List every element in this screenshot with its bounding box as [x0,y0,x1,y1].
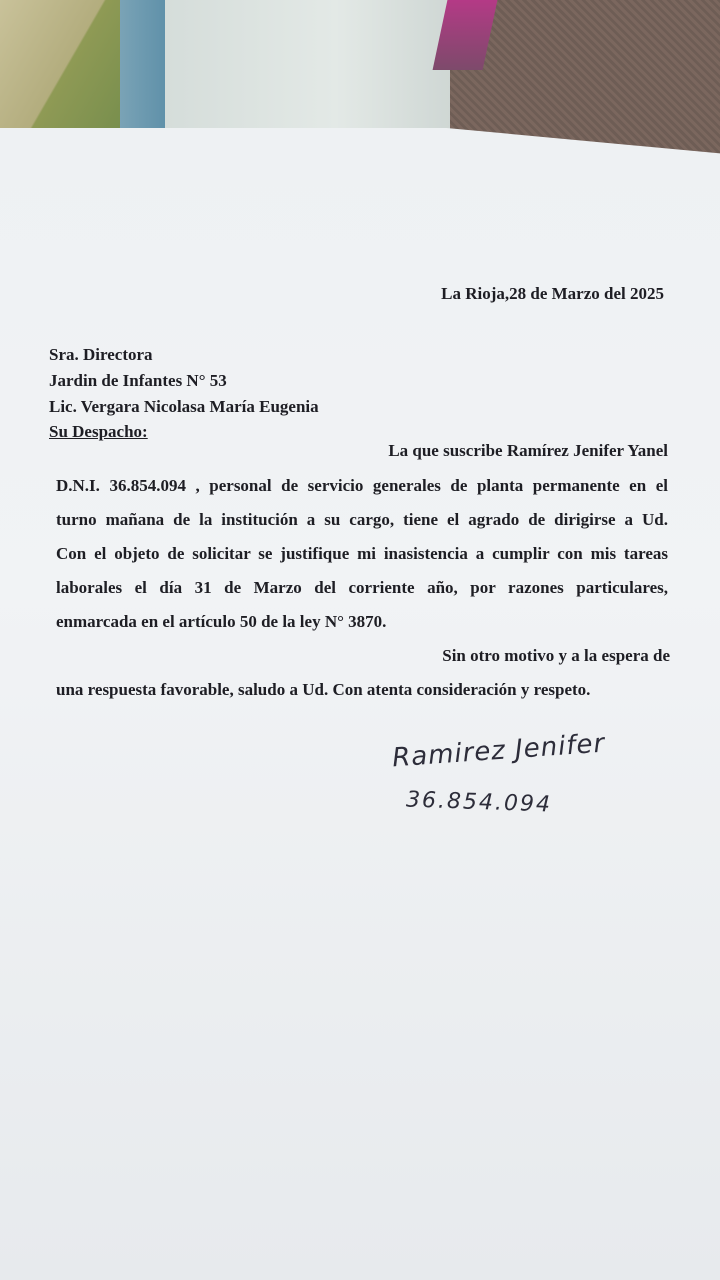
body-line: laborales el día 31 de Marzo del corriente año, por razones particulares, [56,578,668,597]
handwritten-signature: Ramirez Jenifer [391,728,607,774]
letter-date: La Rioja,28 de Marzo del 2025 [441,284,664,303]
recipient-despacho: Su Despacho: [49,422,148,441]
recipient-title: Sra. Directora [49,345,153,364]
handwritten-dni: 36.854.094 [405,787,553,818]
background-object-blue [120,0,170,140]
closing-line: Sin otro motivo y a la espera de [442,646,670,665]
body-line: Con el objeto de solicitar se justifique mi inasistencia a cumplir con mis tareas [56,544,668,563]
body-line: turno mañana de la institución a su cargo, tiene el agrado de dirigirse a Ud. [56,510,668,529]
body-line: D.N.I. 36.854.094 , personal de servicio generales de planta permanente en el [56,476,668,495]
recipient-institution: Jardin de Infantes N° 53 [49,371,227,390]
background-object-white [165,0,450,140]
body-line: La que suscribe Ramírez Jenifer Yanel [388,441,668,460]
closing-line: una respuesta favorable, saludo a Ud. Con atenta consideración y respeto. [56,680,591,699]
recipient-name: Lic. Vergara Nicolasa María Eugenia [49,397,319,416]
body-line: enmarcada en el artículo 50 de la ley N° 3870. [56,612,387,631]
